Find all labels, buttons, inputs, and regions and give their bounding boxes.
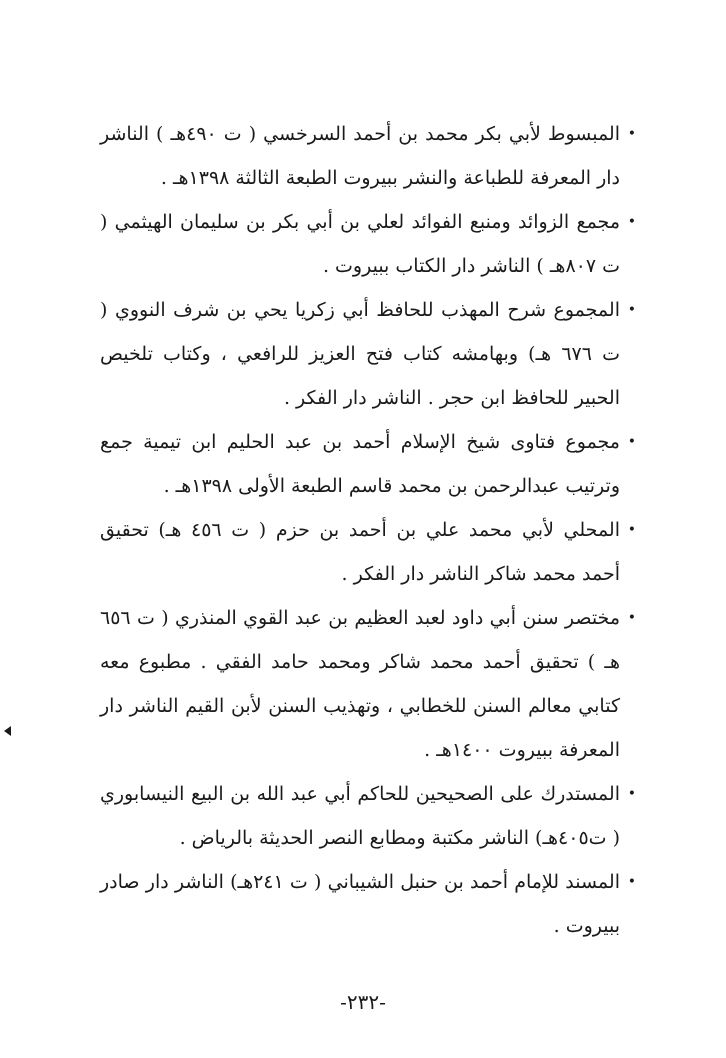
entry-text: المجموع شرح المهذب للحافظ أبي زكريا يحي بن شرف النووي ( ت ٦٧٦ هـ) وبهامشه كتاب فتح العزيز للرافعي ، وكتاب تلخيص الحبير للحافظ ابن حجر . الناشر دار الفكر . [100, 299, 620, 409]
bullet-icon: • [627, 302, 636, 318]
bibliography-entry [100, 860, 636, 948]
bibliography-entry [100, 772, 636, 860]
entry-text: مجموع فتاوى شيخ الإسلام أحمد بن عبد الحليم ابن تيمية جمع وترتيب عبدالرحمن بن محمد قاسم الطبعة الأولى ١٣٩٨هـ . [100, 431, 620, 497]
bullet-icon: • [627, 434, 636, 450]
entry-text: مختصر سنن أبي داود لعبد العظيم بن عبد القوي المنذري ( ت ٦٥٦ هـ ) تحقيق أحمد محمد شاكر ومحمد حامد الفقي . مطبوع معه كتابي معالم السنن للخطابي ، وتهذيب السنن لأبن القيم الناشر دار المعرفة ببيروت ١٤٠٠هـ . [100, 607, 620, 761]
bullet-icon: • [627, 522, 636, 538]
bibliography-entry [100, 420, 636, 508]
bullet-icon: • [627, 126, 636, 142]
entry-text: مجمع الزوائد ومنبع الفوائد لعلي بن أبي بكر بن سليمان الهيثمي ( ت ٨٠٧هـ ) الناشر دار الكتاب ببيروت . [100, 211, 620, 277]
entry-text: المحلي لأبي محمد علي بن أحمد بن حزم ( ت ٤٥٦ هـ) تحقيق أحمد محمد شاكر الناشر دار الفكر . [100, 519, 620, 585]
bibliography-entry [100, 112, 636, 200]
entry-text: المبسوط لأبي بكر محمد بن أحمد السرخسي ( ت ٤٩٠هـ ) الناشر دار المعرفة للطباعة والنشر ببيروت الطبعة الثالثة ١٣٩٨هـ . [100, 123, 621, 189]
triangle-marker-icon [4, 726, 11, 736]
bibliography-list [100, 112, 636, 948]
bibliography-entry [100, 200, 636, 288]
bullet-icon: • [627, 786, 636, 802]
bibliography-entry [100, 288, 636, 420]
page-number: -٢٣٢- [340, 990, 386, 1014]
entry-text: المسند للإمام أحمد بن حنبل الشيباني ( ت ٢٤١هـ) الناشر دار صادر ببيروت . [100, 871, 620, 937]
bullet-icon: • [627, 214, 636, 230]
bibliography-entry [100, 596, 636, 772]
bibliography-entry [100, 508, 636, 596]
entry-text: المستدرك على الصحيحين للحاكم أبي عبد الله بن البيع النيسابوري ( ت٤٠٥هـ) الناشر مكتبة ومطابع النصر الحديثة بالرياض . [100, 783, 620, 849]
bullet-icon: • [627, 610, 636, 626]
bullet-icon: • [627, 874, 636, 890]
